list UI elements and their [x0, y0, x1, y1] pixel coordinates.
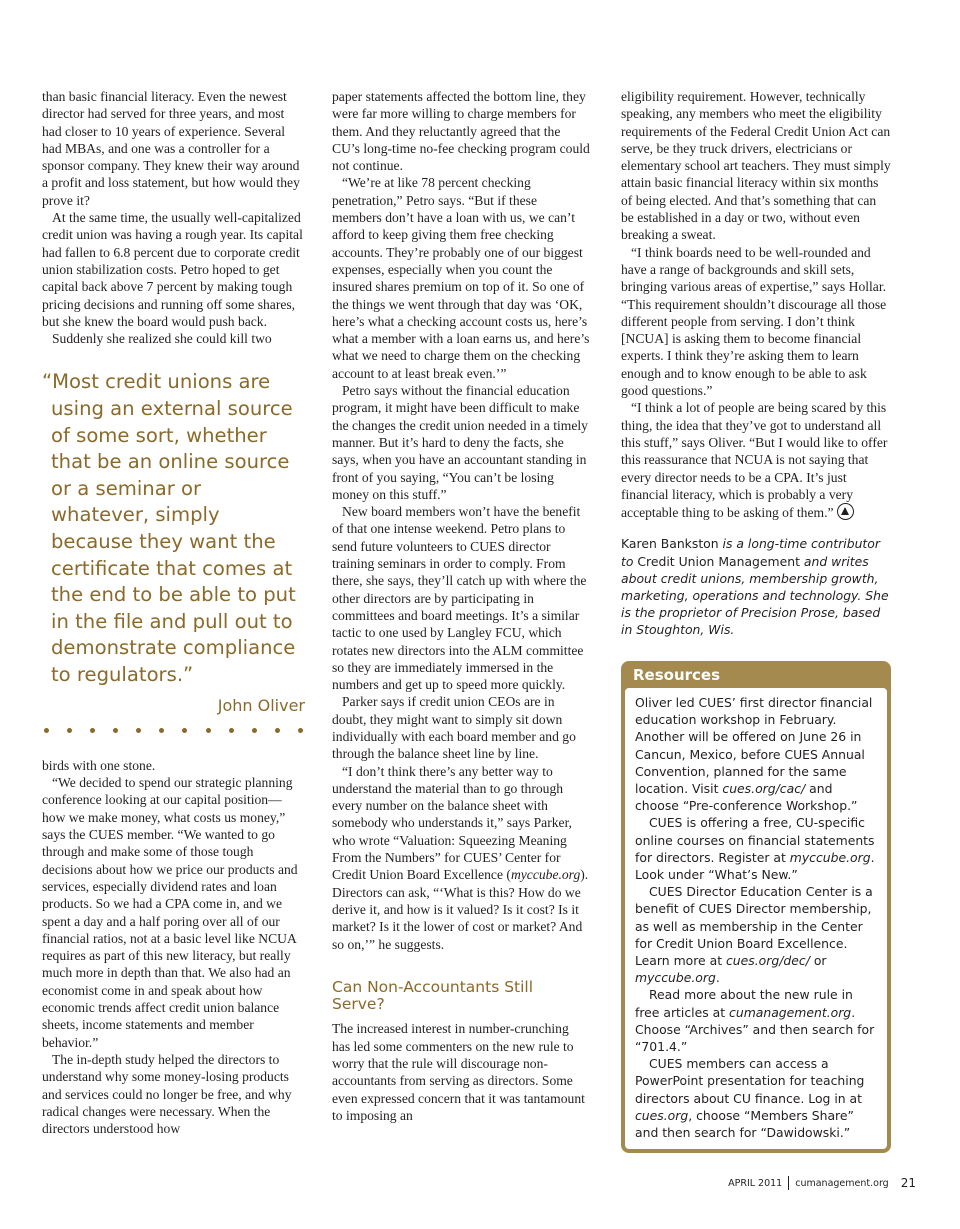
website-link[interactable]: cumanagement.org	[729, 1004, 852, 1020]
resource-item: Read more about the new rule in free articles at cumanagement.org. Choose “Archives” and then search for “701.4.”	[635, 987, 875, 1054]
article-column-1	[42, 88, 305, 1137]
page-number: 21	[900, 1176, 916, 1190]
body-paragraph: “We decided to spend our strategic planning conference looking at our capital position—how we make money, what costs us money,” says the CUES member. “We wanted to go through and make some of those tough decisions about how we price our products and services, especially dividend rates and loan products. So we had a CPA come in, and we spent a day and a half poring over all of our financial ratios, not at a basic level like NCUA requires as part of this new literacy, but really much more in depth than that. We also had an economist come in and speak about how economic trends affect credit union balance sheets, income statements and member behavior.”	[42, 775, 298, 1050]
resources-title: Resources	[633, 665, 721, 684]
body-paragraph: Petro says without the financial education program, it might have been difficult to make the changes the credit union needed in a timely manner. But it’s hard to deny the facts, she says, when you have an accountant standing in front of you saying, “You can’t be losing money on this stuff.”	[332, 383, 588, 502]
resource-item: CUES Director Education Center is a benefit of CUES Director membership, as well as membership in the Center for Credit Union Board Excellence. Learn more at cues.org/dec/ or myccube.org.	[635, 884, 873, 986]
body-paragraph: At the same time, the usually well-capitalized credit union was having a rough year. Its capital had fallen to 6.8 percent due to corporate credit union stabilization costs. Petro hoped to get capital back above 7 percent by making tough pricing decisions and running off some shares, but she knew the board would push back.	[42, 210, 303, 329]
resources-box	[621, 661, 891, 1154]
website-link[interactable]: myccube.org	[789, 849, 871, 865]
body-paragraph: Parker says if credit union CEOs are in doubt, they might want to simply sit down individually with each board member and go through the balance sheet line by line.	[332, 694, 576, 762]
website-link[interactable]: myccube.org	[510, 867, 581, 883]
resources-body	[625, 688, 887, 1149]
page-footer	[728, 1176, 916, 1190]
body-paragraph: The increased interest in number-crunching has led some commenters on the new rule to worry that the rule will discourage non-accountants from serving as directors. Some even expressed concern that it was tantamount to imposing an	[332, 1021, 585, 1123]
pull-quote: “Most credit unions are using an external source of some sort, whether that be an online source or a seminar or whatever, simply because they want the certificate that comes at the end to be able to put in the file and pull out to demonstrate compliance to regulators.”	[42, 370, 296, 686]
resource-item: CUES members can access a PowerPoint presentation for teaching directors about CU finance. Log in at cues.org, choose “Members Share” and then search for “Dawidowski.”	[635, 1056, 865, 1141]
body-paragraph: “I think boards need to be well-rounded and have a range of backgrounds and skill sets, bringing various areas of expertise,” says Hollar. “This requirement shouldn’t discourage all those different people from serving. I don’t think [NCUA] is asking them to become financial experts. I think they’re asking them to learn enough and to know enough to be able to ask good questions.”	[621, 244, 887, 399]
body-paragraph: “I think a lot of people are being scared by this thing, the idea that they’ve got to understand all this stuff,” says Oliver. “But I would like to offer this reassurance that NCUA is not saying that every director needs to be a CPA. It’s just financial literacy, which is probably a very acceptable thing to be asking of them.”	[621, 400, 888, 521]
footer-divider	[788, 1176, 789, 1190]
body-paragraph: paper statements affected the bottom line, they were far more willing to charge members for them. And they reluctantly agreed that the CU’s long-time no-fee checking program could not continue.	[332, 89, 590, 174]
body-paragraph: New board members won’t have the benefit of that one intense weekend. Petro plans to send future volunteers to CUES director training seminars in order to comply. From there, she says, they’ll catch up with where the other directors are by participating in committees and board meetings. It’s a similar tactic to one used by Langley FCU, which rotates new directors into the ALM committee so they are immediately immersed in the numbers and get up to speed more quickly.	[332, 504, 587, 693]
body-paragraph: “We’re at like 78 percent checking penetration,” Petro says. “But if these members don’t have a loan with us, we can’t afford to keep giving them free checking accounts. They’re probably one of our biggest expenses, especially when you count the insured shares premium on top of it. So one of the things we went through that day was ‘OK, here’s what a checking account costs us, here’s what a member with a loan earns us, and here’s what we need to charge them on the checking account to at least break even.’”	[332, 175, 590, 381]
body-paragraph: “I don’t think there’s any better way to understand the material than to go through every number on the balance sheet with somebody who understands it,” says Parker, who wrote “Valuation: Squeezing Meaning From the Numbers” for CUES’ Center for Credit Union Board Excellence (myccube.org). Directors can ask, “‘What is this? How do we derive it, and how is it valued? Is it cost? Is it market? Is it the lower of cost or market? And so on,’” he suggests.	[332, 763, 589, 952]
article-column-3	[621, 88, 891, 1153]
website-link[interactable]: cues.org/dec/	[726, 952, 810, 968]
dotted-divider	[42, 728, 305, 733]
body-paragraph: than basic financial literacy. Even the newest director had served for three years, and most had closer to 10 years of experience. Several had MBAs, and one was a controller for a sponsor company. They knew their way around a profit and loss statement, but how would they prove it?	[42, 89, 300, 208]
body-paragraph: The in-depth study helped the directors to understand why some money-losing products and services could no longer be free, and why radical changes were necessary. When the directors understood how	[42, 1051, 292, 1137]
section-subhead: Can Non-Accountants Still Serve?	[332, 977, 534, 1014]
footer-site[interactable]: cumanagement.org	[795, 1177, 889, 1189]
publication-name: Credit Union Management	[637, 553, 800, 569]
cu-logo-endmark-icon	[837, 503, 854, 520]
author-name: Karen Bankston	[621, 536, 719, 552]
issue-date: APRIL 2011	[728, 1177, 783, 1189]
body-paragraph: eligibility requirement. However, technically speaking, any members who meet the eligibility requirements of the Federal Credit Union Act can serve, be they truck drivers, electricians or elementary school art teachers. They must simply attain basic financial literacy within six months of being elected. And that’s something that can be established in a day or two, without even breaking a sweat.	[621, 89, 891, 243]
author-bio: Karen Bankston is a long-time contributor to Credit Union Management and writes about credit unions, membership growth, marketing, operations and technology. She is the proprietor of Precision Prose, based in Stoughton, Wis.	[621, 536, 889, 638]
article-column-2	[332, 88, 590, 1124]
body-paragraph: Suddenly she realized she could kill two	[52, 331, 272, 347]
website-link[interactable]: cues.org	[635, 1107, 689, 1123]
pull-quote-author: John Oliver	[217, 695, 305, 715]
resource-item: Oliver led CUES’ first director financial education workshop in February. Another will be offered on June 26 in Cancun, Mexico, before CUES Annual Convention, planned for the same location. Visit cues.org/cac/ and choose “Pre-conference Workshop.”	[635, 694, 873, 814]
website-link[interactable]: cues.org/cac/	[722, 780, 806, 796]
body-paragraph: birds with one stone.	[42, 757, 156, 773]
website-link[interactable]: myccube.org	[635, 970, 716, 986]
resource-item: CUES is offering a free, CU-specific online courses on financial statements for directors. Register at myccube.org. Look under “What’s New.”	[635, 815, 875, 882]
